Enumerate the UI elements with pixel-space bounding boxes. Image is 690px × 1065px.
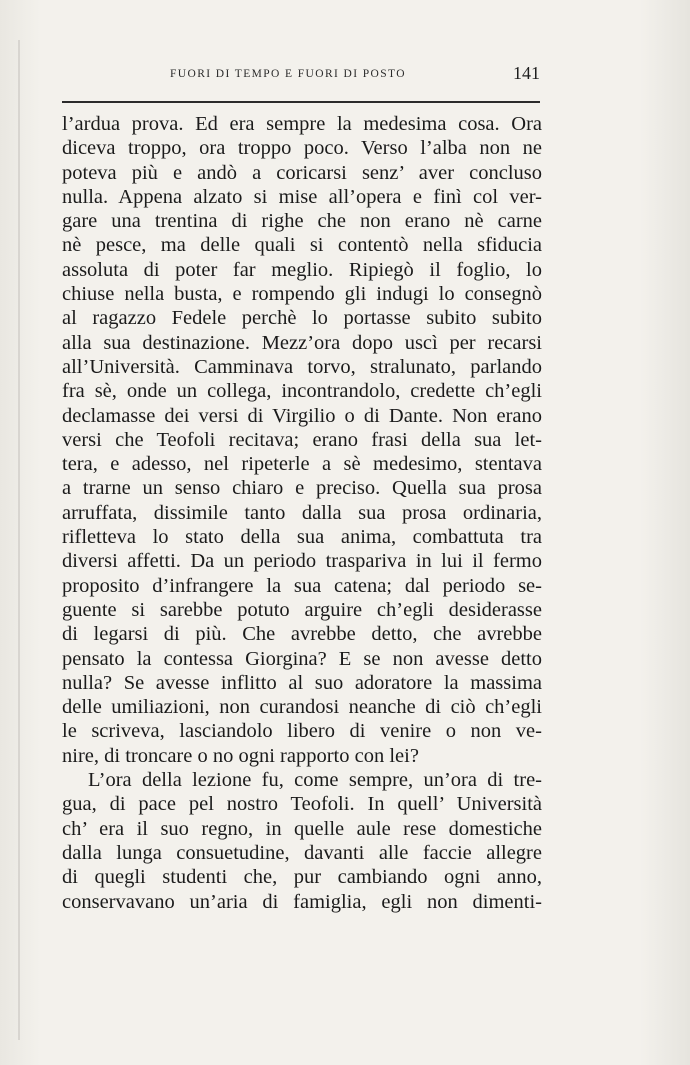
text-line: diversi affetti. Da un periodo traspariva in lui il fermo xyxy=(62,550,542,573)
text-line: versi che Teofoli recitava; erano frasi della sua let- xyxy=(62,428,542,451)
text-line: proposito d’infrangere la sua catena; dal periodo se- xyxy=(62,574,542,597)
page-binding-edge xyxy=(18,40,20,1040)
text-line: nulla? Se avesse inflitto al suo adoratore la massima xyxy=(62,671,542,694)
text-line: gua, di pace pel nostro Teofoli. In quell’ Università xyxy=(62,793,542,816)
text-line: di legarsi di più. Che avrebbe detto, che avrebbe xyxy=(62,623,542,646)
text-line: al ragazzo Fedele perchè lo portasse subito subito xyxy=(62,307,542,330)
text-line: chiuse nella busta, e rompendo gli indugi lo consegnò xyxy=(62,283,542,306)
text-line: delle umiliazioni, non curandosi neanche di ciò ch’egli xyxy=(62,696,542,719)
text-line: fra sè, onde un collega, incontrandolo, credette ch’egli xyxy=(62,380,542,403)
text-line: nulla. Appena alzato si mise all’opera e finì col ver- xyxy=(62,185,542,208)
text-line: l’ardua prova. Ed era sempre la medesima cosa. Ora xyxy=(62,113,542,135)
text-line: dalla lunga consuetudine, davanti alle faccie allegre xyxy=(62,841,542,864)
header-rule xyxy=(62,101,540,103)
text-line: le scriveva, lasciandolo libero di venire o non ve- xyxy=(62,720,542,743)
text-line: assoluta di poter far meglio. Ripiegò il foglio, lo xyxy=(62,258,542,281)
text-line: all’Università. Camminava torvo, stralunato, parlando xyxy=(62,355,542,378)
text-line: nè pesce, ma delle quali si contentò nella sfiducia xyxy=(62,234,542,257)
text-line: diceva troppo, ora troppo poco. Verso l’alba non ne xyxy=(62,137,542,160)
text-line: poteva più e andò a coricarsi senz’ aver concluso xyxy=(62,161,542,184)
text-line: rifletteva lo stato della sua anima, combattuta tra xyxy=(62,526,542,549)
text-line: di quegli studenti che, pur cambiando ogni anno, xyxy=(62,866,542,889)
text-line: gare una trentina di righe che non erano nè carne xyxy=(62,210,542,233)
paragraph-start-line: L’ora della lezione fu, come sempre, un’ora di tre- xyxy=(88,769,542,792)
page-number: 141 xyxy=(513,63,540,83)
text-line: guente si sarebbe potuto arguire ch’egli desiderasse xyxy=(62,598,542,621)
text-line: tera, e adesso, nel ripeterle a sè medesimo, stentava xyxy=(62,453,542,476)
running-head: FUORI DI TEMPO E FUORI DI POSTO xyxy=(170,68,406,80)
text-line: arruffata, dissimile tanto dalla sua prosa ordinaria, xyxy=(62,501,542,524)
text-line: pensato la contessa Giorgina? E se non avesse detto xyxy=(62,647,542,670)
paragraph-end-line: nire, di troncare o no ogni rapporto con lei? xyxy=(62,744,419,767)
text-line: declamasse dei versi di Virgilio o di Dante. Non erano xyxy=(62,404,542,427)
text-line: a trarne un senso chiaro e preciso. Quella sua prosa xyxy=(62,477,542,500)
body-text xyxy=(62,112,542,914)
text-line: conservavano un’aria di famiglia, egli non dimenti- xyxy=(62,890,542,913)
text-line: ch’ era il suo regno, in quelle aule rese domestiche xyxy=(62,817,542,840)
text-line: alla sua destinazione. Mezz’ora dopo uscì per recarsi xyxy=(62,331,542,354)
page-header xyxy=(62,62,542,90)
